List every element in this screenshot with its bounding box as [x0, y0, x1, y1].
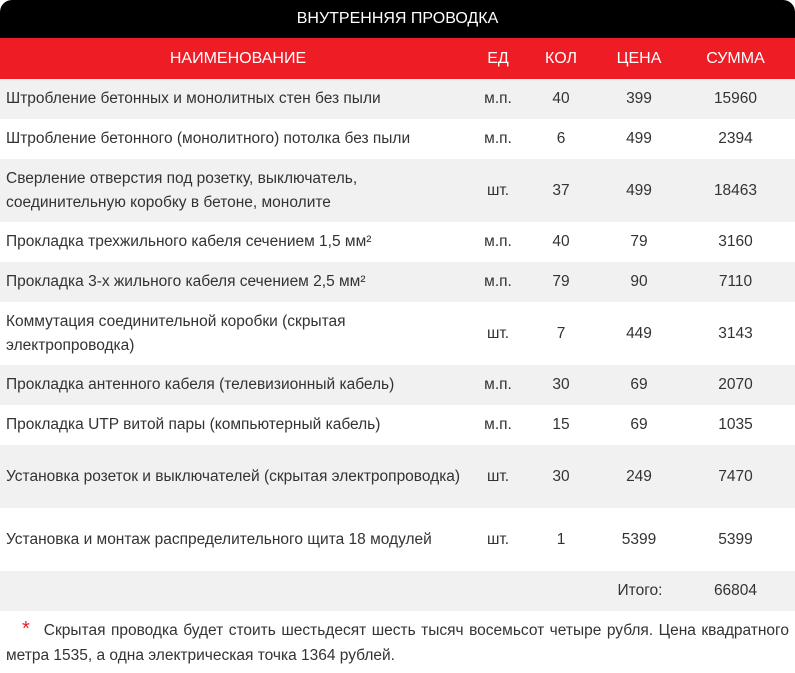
row-qty: 79: [552, 273, 570, 290]
row-price: 5399: [621, 530, 657, 548]
row-sum: 5399: [718, 530, 753, 548]
row-sum: 2394: [718, 130, 753, 147]
row-qty: 40: [552, 90, 570, 107]
row-price: 249: [626, 467, 652, 485]
table-title: ВНУТРЕННЯЯ ПРОВОДКА: [0, 0, 795, 38]
row-qty: 7: [556, 324, 566, 342]
header-sum: СУММА: [706, 50, 765, 67]
row-qty: 30: [552, 467, 570, 485]
table-row: [0, 262, 795, 302]
table-row: [0, 302, 795, 365]
row-name: Установка розеток и выключателей (скрытая электропроводка): [6, 467, 461, 485]
row-price: 69: [630, 376, 648, 393]
table-row: [0, 365, 795, 405]
row-qty: 37: [552, 181, 570, 199]
table-row: [0, 508, 795, 571]
row-sum: 1035: [718, 416, 753, 433]
row-unit: шт.: [486, 324, 510, 342]
footnote-text: Скрытая проводка будет стоить шестьдесят шесть тысяч восемьсот четыре рубля. Цена квадратного метра 1535, а одна электрическая точка 1364 рублей.: [6, 622, 789, 664]
table-row: [0, 445, 795, 508]
row-price: 69: [630, 416, 648, 433]
table-row: [0, 119, 795, 159]
row-unit: шт.: [486, 181, 510, 199]
row-sum: 15960: [713, 90, 758, 107]
row-unit: м.п.: [484, 233, 512, 250]
row-name: Прокладка 3-х жильного кабеля сечением 2,5 мм²: [6, 273, 366, 290]
row-sum: 18463: [713, 181, 758, 199]
row-unit: шт.: [486, 467, 510, 485]
header-price: ЦЕНА: [616, 50, 662, 67]
row-price: 499: [626, 130, 652, 147]
row-unit: м.п.: [484, 416, 512, 433]
row-unit: м.п.: [484, 376, 512, 393]
row-unit: м.п.: [484, 90, 512, 107]
row-price: 399: [626, 90, 652, 107]
row-unit: шт.: [486, 530, 510, 548]
total-value: 66804: [713, 582, 758, 599]
row-qty: 1: [556, 530, 566, 548]
row-sum: 2070: [718, 376, 753, 393]
header-unit: ЕД: [487, 50, 509, 67]
row-name: Прокладка UTP витой пары (компьютерный кабель): [6, 416, 381, 433]
row-qty: 40: [552, 233, 570, 250]
table-row: [0, 405, 795, 445]
table-header-row: [0, 38, 795, 79]
asterisk-icon: *: [22, 618, 30, 640]
footnote: [6, 618, 789, 668]
row-name: Прокладка антенного кабеля (телевизионный кабель): [6, 376, 395, 393]
row-qty: 6: [556, 130, 566, 147]
row-sum: 7470: [718, 467, 753, 485]
row-name: Установка и монтаж распределительного щита 18 модулей: [6, 530, 432, 548]
header-name: НАИМЕНОВАНИЕ: [169, 50, 307, 67]
row-unit: м.п.: [484, 130, 512, 147]
row-unit: м.п.: [484, 273, 512, 290]
row-name: Сверление отверстия под розетку, выключатель, соединительную коробку в бетоне, монолите: [6, 169, 358, 211]
row-price: 90: [630, 273, 648, 290]
row-name: Прокладка трехжильного кабеля сечением 1,5 мм²: [6, 233, 372, 250]
row-name: Штробление бетонного (монолитного) потолка без пыли: [6, 130, 411, 147]
row-sum: 3160: [718, 233, 753, 250]
row-name: Штробление бетонных и монолитных стен без пыли: [6, 90, 381, 107]
row-price: 449: [626, 324, 652, 342]
table-row: [0, 222, 795, 262]
row-sum: 3143: [718, 324, 753, 342]
row-sum: 7110: [718, 273, 753, 290]
table-row: [0, 159, 795, 222]
header-qty: КОЛ: [545, 50, 577, 67]
row-price: 79: [630, 233, 648, 250]
total-label: Итого:: [617, 582, 663, 599]
total-row: [0, 571, 795, 611]
row-qty: 15: [552, 416, 570, 433]
table-row: [0, 79, 795, 119]
row-price: 499: [626, 181, 652, 199]
row-name: Коммутация соединительной коробки (скрытая электропроводка): [6, 312, 346, 354]
row-qty: 30: [552, 376, 570, 393]
